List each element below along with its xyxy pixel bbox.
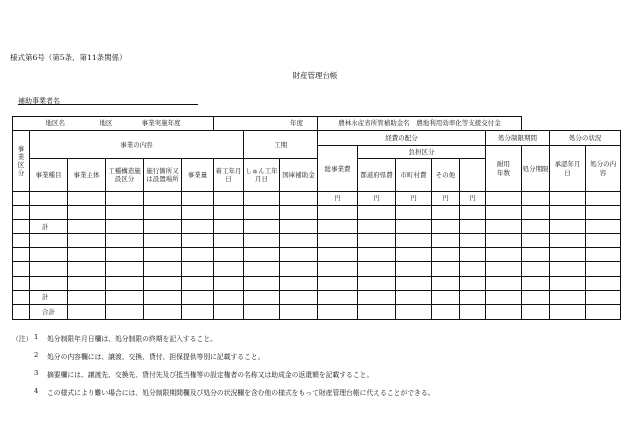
national-subsidy-header: 国庫補助金 [280, 159, 318, 192]
region-label: 地区名 [45, 119, 65, 128]
note-text: 摘要欄には、譲渡先、交換先、貸付先及び抵当権等の設定権者の名称又は助成金の返還額を記載すること。 [47, 371, 374, 379]
grand-total-row [13, 304, 621, 319]
disposal-deadline-header: 処分期限 [522, 146, 550, 192]
construction-period-header: 工期 [244, 131, 318, 159]
business-category-header: 事業区分 [13, 131, 30, 192]
notes-prefix: （注） [12, 335, 33, 343]
fiscal-year-cell [214, 117, 318, 131]
property-management-ledger-table [12, 116, 621, 320]
yen-unit-other-cost: 円 [460, 191, 486, 205]
table-row [13, 205, 621, 219]
disposal-restriction-period-header: 処分制限期間 [486, 131, 550, 146]
prefecture-cost-header: 都道府県費 [358, 159, 396, 192]
note-number: 2 [34, 351, 39, 359]
fiscal-year-label: 事業実施年度 [141, 119, 181, 128]
subsidy-name-cell [318, 117, 522, 131]
header-row-1 [13, 131, 621, 146]
region-suffix: 地区 [99, 119, 113, 128]
subtotal-label: 計 [30, 220, 68, 234]
note-text: 処分制限年月日欄は、処分制限の終期を記入すること。 [47, 335, 217, 343]
grand-total-label: 合計 [30, 304, 68, 319]
useful-life-header: 耐用年数 [486, 146, 522, 192]
disposal-status-header: 処分の状況 [550, 131, 621, 146]
subtotal-label: 計 [30, 290, 68, 304]
table-row [13, 248, 621, 262]
yen-unit-national-subsidy: 円 [358, 191, 396, 205]
form-number: 様式第6号（第5条、第11条関係） [10, 53, 127, 62]
currency-unit-row [13, 191, 621, 205]
fiscal-year-suffix: 年度 [290, 119, 304, 128]
business-type-header: 事業種目 [30, 159, 68, 192]
approval-date-header: 承認年月日 [550, 146, 586, 192]
business-name-label: 補助事業者名 [18, 97, 60, 105]
other-cost-header: その他 [432, 159, 460, 192]
work-type-header: 工種構造施設区分 [106, 159, 144, 192]
note-number: 4 [34, 387, 39, 395]
table-top-info-row [13, 117, 621, 131]
yen-unit-prefecture-cost: 円 [396, 191, 432, 205]
subtotal-row [13, 290, 621, 304]
table-row [13, 234, 621, 248]
subsidy-name: 農地利用効率化等支援交付金 [416, 119, 501, 128]
note-text: この様式により難い場合には、処分制限期間欄及び処分の状況欄を含む他の様式をもって財産管理台帳に代えることができる。 [47, 389, 435, 397]
note-text: 処分の内容欄には、譲渡、交換、貸付、担保提供等別に記載すること。 [47, 353, 265, 361]
start-date-header: 着工年月日 [214, 159, 244, 192]
quantity-header: 事業量 [182, 159, 214, 192]
business-name-field-line [18, 104, 198, 105]
municipal-cost-header: 市町村費 [396, 159, 432, 192]
region-cell [13, 117, 214, 131]
table-row [13, 276, 621, 290]
yen-unit-total-cost: 円 [318, 191, 358, 205]
completion-date-header: しゅん工年月日 [244, 159, 280, 192]
location-header: 施行箇所又は設置場所 [144, 159, 182, 192]
ministry-subsidy-label: 農林水産省所管補助金名 [338, 119, 410, 128]
document-title: 財産管理台帳 [292, 71, 338, 80]
burden-category-header: 負担区分 [358, 146, 486, 159]
note-number: 1 [34, 333, 39, 341]
disposal-content-header: 処分の内容 [586, 146, 621, 192]
expense-allocation-header: 経費の配分 [318, 131, 486, 146]
table-row [13, 262, 621, 276]
note-number: 3 [34, 369, 39, 377]
total-cost-header: 総事業費 [318, 146, 358, 192]
subtotal-row [13, 220, 621, 234]
yen-unit-municipal-cost: 円 [432, 191, 460, 205]
blank-top-cell [522, 117, 621, 131]
business-entity-header: 事業主体 [68, 159, 106, 192]
business-content-header: 事業の内容 [30, 131, 244, 159]
